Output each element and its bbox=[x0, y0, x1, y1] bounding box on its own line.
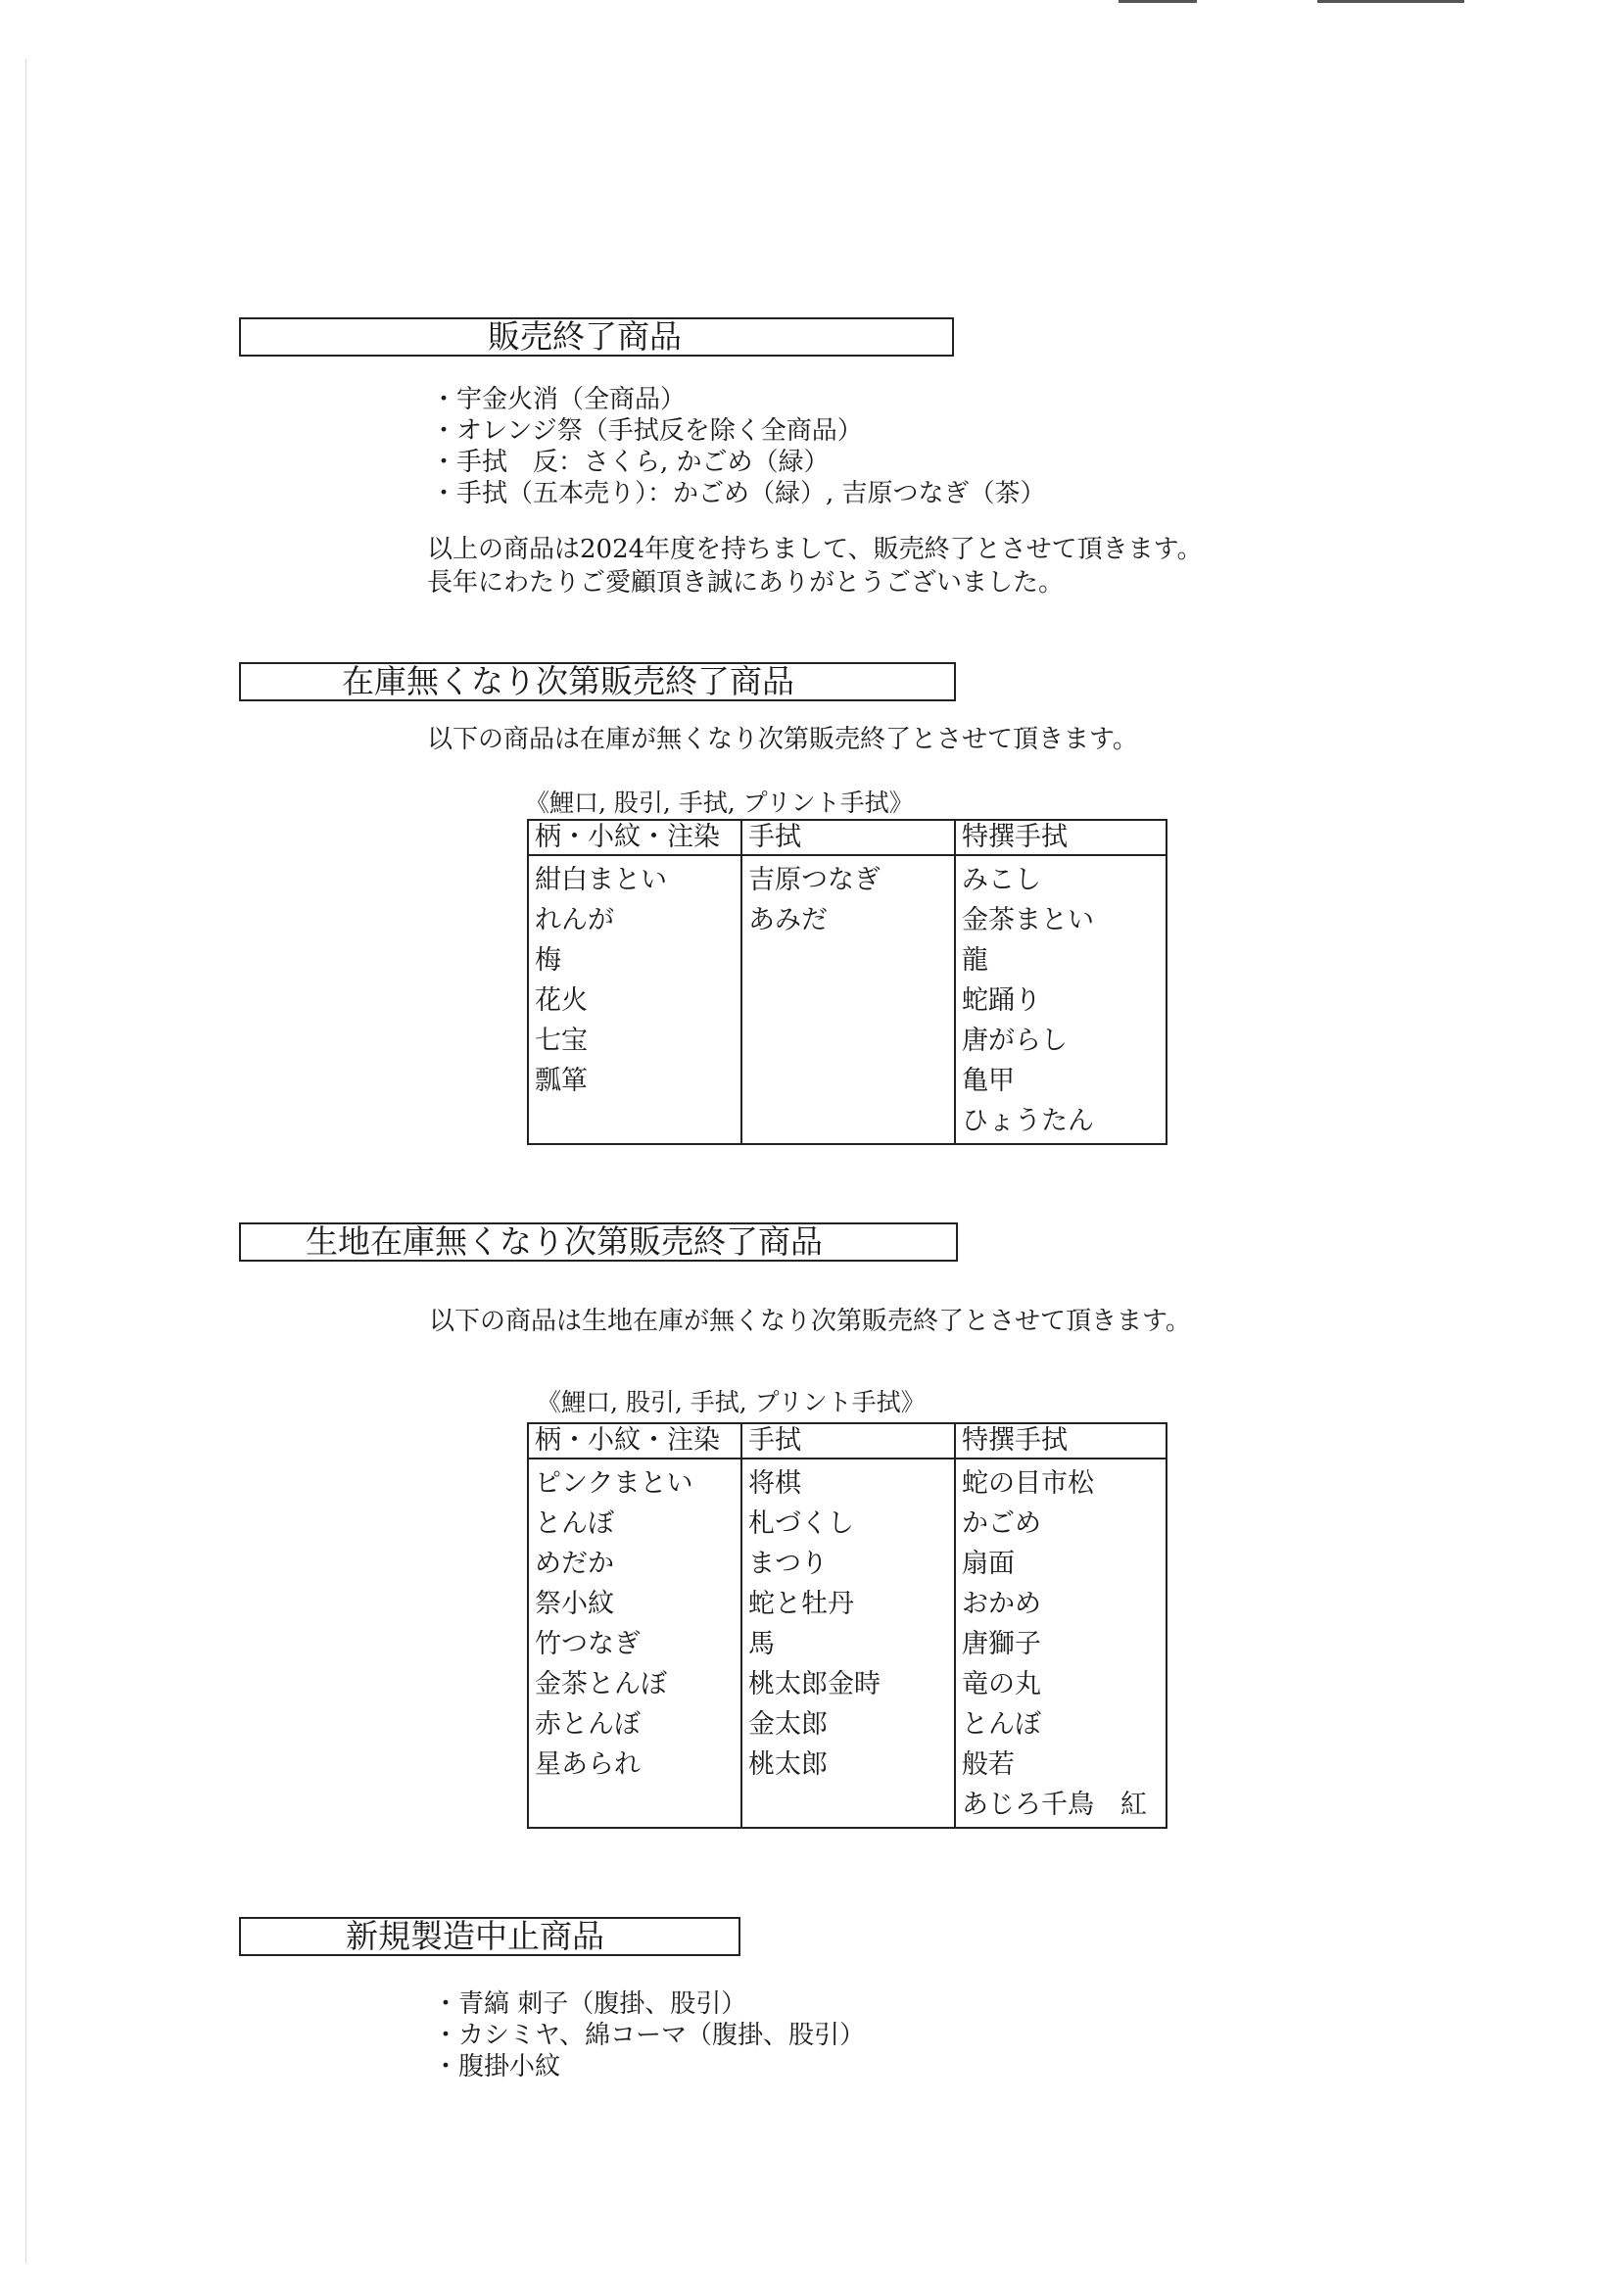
table-column-cell bbox=[955, 1459, 1167, 1828]
table-cell: 将棋 bbox=[748, 1468, 801, 1499]
scan-edge-line bbox=[25, 59, 26, 2263]
product-table bbox=[527, 1422, 1167, 1829]
table-cell: 紺白まとい bbox=[535, 865, 667, 895]
table-cell: 蛇と牡丹 bbox=[748, 1589, 854, 1619]
table-cell: あじろ千鳥 紅 bbox=[962, 1790, 1147, 1820]
table-cell: 桃太郎 bbox=[748, 1749, 828, 1780]
table-cell: 竜の丸 bbox=[962, 1669, 1041, 1699]
list-item: ・ オレンジ祭（手拭反を除く全商品） bbox=[431, 415, 1046, 447]
section-title: 新規製造中止商品 bbox=[346, 1917, 604, 1955]
column-header: 柄・小紋・注染 bbox=[528, 1423, 741, 1459]
column-header: 手拭 bbox=[741, 1423, 955, 1459]
section-heading-manufacture-stopped bbox=[239, 1917, 740, 1956]
table-cell: 札づくし bbox=[748, 1508, 854, 1539]
table-cell: 唐がらし bbox=[962, 1026, 1068, 1056]
table-cell: 亀甲 bbox=[962, 1066, 1015, 1096]
table-column-cell bbox=[955, 855, 1167, 1144]
section-title: 在庫無くなり次第販売終了商品 bbox=[342, 662, 794, 700]
table-cell: 扇面 bbox=[962, 1549, 1015, 1579]
section-title: 販売終了商品 bbox=[488, 317, 682, 356]
list-item: ・ カシミヤ、綿コーマ（腹掛、股引） bbox=[433, 2020, 865, 2051]
table-cell: めだか bbox=[535, 1549, 614, 1579]
scan-top-mark bbox=[1119, 0, 1197, 3]
table-cell: 馬 bbox=[748, 1629, 775, 1659]
table-cell: 吉原つなぎ bbox=[748, 865, 881, 895]
column-header: 特撰手拭 bbox=[955, 1423, 1167, 1459]
category-label: 《鯉口, 股引, 手拭, プリント手拭》 bbox=[537, 1388, 926, 1416]
table-cell: かごめ bbox=[962, 1508, 1041, 1539]
table-cell: 瓢箪 bbox=[535, 1066, 588, 1096]
column-header: 特撰手拭 bbox=[955, 820, 1167, 855]
table-cell: 竹つなぎ bbox=[535, 1629, 641, 1659]
section-intro: 以下の商品は在庫が無くなり次第販売終了とさせて頂きます。 bbox=[427, 725, 1138, 754]
category-label: 《鯉口, 股引, 手拭, プリント手拭》 bbox=[525, 789, 914, 817]
section-title: 生地在庫無くなり次第販売終了商品 bbox=[306, 1222, 823, 1261]
table-cell: 唐獅子 bbox=[962, 1629, 1041, 1659]
table-column-cell bbox=[528, 1459, 741, 1828]
list-item: ・ 手拭（五本売り）：かごめ（緑）, 吉原つなぎ（茶） bbox=[431, 478, 1046, 509]
table-cell: 祭小紋 bbox=[535, 1589, 614, 1619]
table-cell: とんぼ bbox=[535, 1508, 614, 1539]
list-item: ・ 青縞 刺子（腹掛、股引） bbox=[433, 1988, 865, 2020]
table-cell: 星あられ bbox=[535, 1749, 641, 1780]
notice-line: 以上の商品は2024年度を持ちまして、販売終了とさせて頂きます。 bbox=[427, 535, 1203, 564]
table-cell: みこし bbox=[962, 865, 1041, 895]
scan-top-mark bbox=[1317, 0, 1464, 3]
table-column-cell bbox=[741, 855, 955, 1144]
section-heading-end-when-out-of-stock bbox=[239, 662, 956, 701]
table-cell: 赤とんぼ bbox=[535, 1709, 641, 1740]
table-cell: 桃太郎金時 bbox=[748, 1669, 881, 1699]
notice-line: 長年にわたりご愛顧頂き誠にありがとうございました。 bbox=[427, 568, 1065, 598]
table-cell: 金茶まとい bbox=[962, 905, 1094, 935]
table-cell: まつり bbox=[748, 1549, 828, 1579]
table-cell: あみだ bbox=[748, 905, 828, 935]
table-cell: ひょうたん bbox=[962, 1106, 1094, 1136]
table-column-cell bbox=[528, 855, 741, 1144]
section-heading-end-when-fabric-out bbox=[239, 1222, 958, 1262]
column-header: 手拭 bbox=[741, 820, 955, 855]
table-cell: 金太郎 bbox=[748, 1709, 828, 1740]
section-intro: 以下の商品は生地在庫が無くなり次第販売終了とさせて頂きます。 bbox=[429, 1307, 1191, 1336]
column-header: 柄・小紋・注染 bbox=[528, 820, 741, 855]
list-item: ・ 腹掛小紋 bbox=[433, 2051, 865, 2082]
table-cell: 般若 bbox=[962, 1749, 1015, 1780]
list-item: ・ 宇金火消（全商品） bbox=[431, 384, 1046, 415]
table-column-cell bbox=[741, 1459, 955, 1828]
table-cell: おかめ bbox=[962, 1589, 1041, 1619]
section-heading-discontinued bbox=[239, 317, 954, 357]
table-cell: ピンクまとい bbox=[535, 1468, 693, 1499]
product-table bbox=[527, 819, 1167, 1145]
manufacture-stopped-list bbox=[433, 1988, 865, 2082]
table-cell: とんぼ bbox=[962, 1709, 1041, 1740]
table-cell: れんが bbox=[535, 905, 614, 935]
table-cell: 金茶とんぼ bbox=[535, 1669, 667, 1699]
discontinued-list bbox=[431, 384, 1046, 509]
table-cell: 龍 bbox=[962, 945, 988, 976]
table-cell: 蛇踊り bbox=[962, 985, 1041, 1016]
table-cell: 花火 bbox=[535, 985, 588, 1016]
table-cell: 梅 bbox=[535, 945, 561, 976]
table-cell: 蛇の目市松 bbox=[962, 1468, 1094, 1499]
table-cell: 七宝 bbox=[535, 1026, 588, 1056]
list-item: ・ 手拭 反：さくら, かごめ（緑） bbox=[431, 447, 1046, 478]
